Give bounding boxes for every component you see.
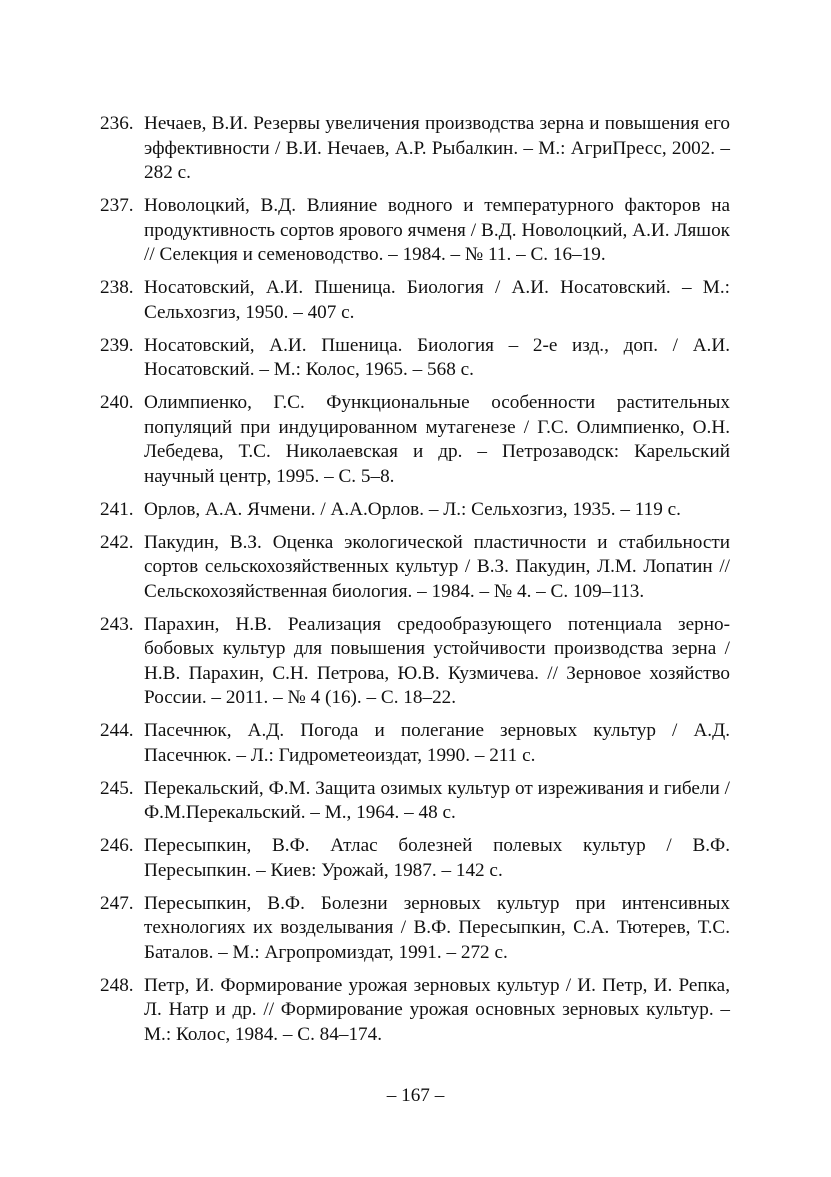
- reference-number: 239.: [100, 334, 134, 356]
- reference-number: 247.: [100, 892, 134, 914]
- page-number: – 167 –: [386, 1085, 445, 1106]
- reference-item: [100, 276, 730, 325]
- reference-number: 248.: [100, 974, 134, 996]
- reference-text: Петр, И. Формирование урожая зерновых культур / И. Петр, И. Репка, Л. Натр и др. // Формирование урожая основных зерновых культур. – М.: Колос, 1984. – С. 84–174.: [144, 974, 730, 1045]
- reference-number: 237.: [100, 195, 134, 216]
- reference-text: Носатовский, А.И. Пшеница. Биология – 2-е изд., доп. / А.И. Носатовский. – М.: Колос, 1965. – 568 с.: [144, 334, 730, 380]
- reference-item: [100, 531, 730, 605]
- reference-item: [100, 719, 730, 768]
- reference-item: [100, 834, 730, 883]
- reference-text: Парахин, Н.В. Реализация средообразующего потенциала зернобобовых культур для повышения устойчивости производства зерна / Н.В. Парахин, С.Н. Петрова, Ю.В. Кузмичева. // Зерновое хозяйство России. – 2011. – № 4 (16). – С. 18–22.: [144, 613, 730, 708]
- reference-item: [100, 498, 730, 523]
- reference-number: 243.: [100, 613, 134, 635]
- reference-text: Пересыпкин, В.Ф. Болезни зерновых культур при интенсивных технологиях их возделывания / В.Ф. Пересыпкин, С.А. Тютерев, Т.С. Баталов. – М.: Агропромиздат, 1991. – 272 с.: [144, 892, 730, 963]
- reference-item: [100, 112, 730, 186]
- reference-item: [100, 194, 730, 268]
- reference-text: Перекальский, Ф.М. Защита озимых культур от изреживания и гибели / Ф.М.Перекальский. – М., 1964. – 48 с.: [144, 777, 730, 823]
- reference-item: [100, 892, 730, 966]
- reference-text: Пересыпкин, В.Ф. Атлас болезней полевых культур / В.Ф. Пересыпкин. – Киев: Урожай, 1987. – 142 с.: [144, 835, 730, 881]
- reference-number: 245.: [100, 777, 134, 799]
- reference-text: Нечаев, В.И. Резервы увеличения производства зерна и повышения его эффективности / В.И. Нечаев, А.Р. Рыбалкин. – М.: АгриПресс, 2002. – 282 с.: [144, 113, 730, 183]
- reference-number: 238.: [100, 277, 134, 298]
- reference-number: 241.: [100, 498, 134, 520]
- reference-number: 244.: [100, 720, 134, 741]
- reference-number: 240.: [100, 392, 134, 413]
- reference-number: 246.: [100, 835, 134, 856]
- reference-number: 242.: [100, 531, 134, 553]
- reference-item: [100, 334, 730, 383]
- reference-text: Пакудин, В.З. Оценка экологической пластичности и стабильности сортов сельскохозяйственных культур / В.З. Пакудин, Л.М. Лопатин // Сельскохозяйственная биология. – 1984. – № 4. – С. 109–113.: [144, 531, 730, 602]
- reference-number: 236.: [100, 113, 134, 134]
- reference-item: [100, 777, 730, 826]
- reference-text: Олимпиенко, Г.С. Функциональные особенности растительных популяций при индуцированном мутагенезе / Г.С. Олимпиенко, О.Н. Лебедева, Т.С. Николаевская и др. – Петрозаводск: Карельский научный центр, 1995. – С. 5–8.: [144, 392, 730, 487]
- reference-item: [100, 974, 730, 1048]
- reference-text: Носатовский, А.И. Пшеница. Биология / А.И. Носатовский. – М.: Сельхозгиз, 1950. – 407 с.: [144, 277, 730, 323]
- reference-text: Новолоцкий, В.Д. Влияние водного и температурного факторов на продуктивность сортов ярового ячменя / В.Д. Новолоцкий, А.И. Ляшок // Селекция и семеноводство. – 1984. – № 11. – С. 16–19.: [144, 195, 730, 265]
- reference-text: Орлов, А.А. Ячмени. / А.А.Орлов. – Л.: Сельхозгиз, 1935. – 119 с.: [144, 498, 681, 520]
- reference-list: [100, 112, 730, 1056]
- reference-item: [100, 391, 730, 489]
- reference-text: Пасечнюк, А.Д. Погода и полегание зерновых культур / А.Д. Пасечнюк. – Л.: Гидрометеоиздат, 1990. – 211 с.: [144, 720, 730, 766]
- reference-item: [100, 613, 730, 711]
